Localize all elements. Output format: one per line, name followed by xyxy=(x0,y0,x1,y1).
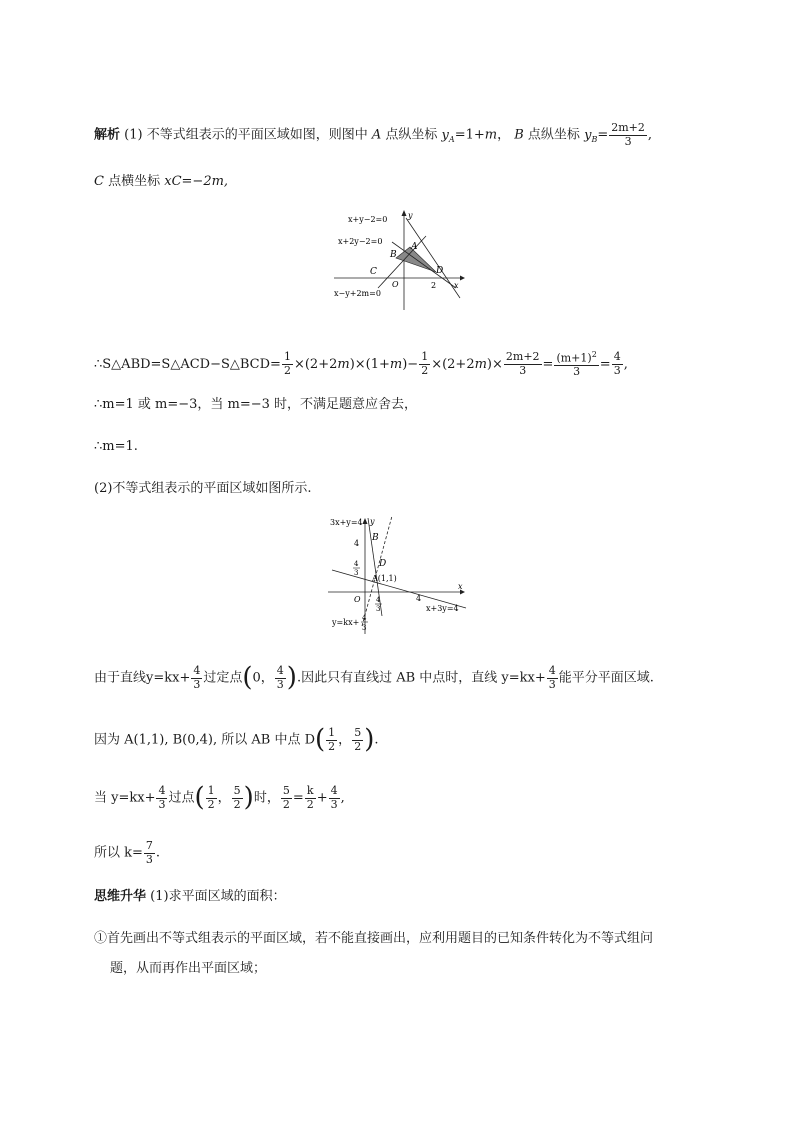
svg-text:4: 4 xyxy=(362,614,367,622)
part2-line1: 由于直线y=kx+ $\frac{4}{3}$ 过定点(0， $\frac{4}{3}$ ).因此只有直线过 AB 中点时，直线 y=kx+ $\frac{4}{3}$ 能平分平面区域. xyxy=(94,662,654,693)
svg-text:y: y xyxy=(370,517,375,526)
svg-text:B: B xyxy=(372,533,379,543)
part2-line2: 因为 A(1,1), B(0,4), 所以 AB 中点 D( $\frac{1}{2}$ ， $\frac{5}{2}$ ). xyxy=(94,724,379,755)
svg-text:4: 4 xyxy=(354,539,360,548)
svg-text:x: x xyxy=(458,582,463,591)
svg-text:O: O xyxy=(392,280,399,289)
analysis-label: 解析 xyxy=(94,127,121,143)
part2-line3: 当 y=kx+ $\frac{4}{3}$ 过点( $\frac{1}{2}$ ， $\frac{5}{2}$ )时， $\frac{5}{2}$ = $\frac{k}{2}$ + $\frac{4}{3}$ , xyxy=(94,782,345,813)
svg-text:D: D xyxy=(379,559,387,569)
summary-label: 思维升华 xyxy=(94,889,147,904)
svg-text:x: x xyxy=(454,281,459,290)
summary-line xyxy=(94,890,286,903)
fig2-label-l3: y=kx+ xyxy=(332,618,360,627)
svg-text:2: 2 xyxy=(431,281,437,290)
part1-line1: 解析 (1) 不等式组表示的平面区域如图，则图中 A 点纵坐标 $y_A=1+m$， B 点纵坐标 $y_B=$ $\frac{2m+2}{3}$ , xyxy=(94,121,653,148)
fig1-label-l2: x+2y−2=0 xyxy=(338,237,383,246)
svg-text:3: 3 xyxy=(376,605,381,613)
xc-value: xC=−2m, xyxy=(164,174,229,189)
svg-text:4: 4 xyxy=(376,596,381,604)
svg-text:D: D xyxy=(436,266,444,276)
summary-item1-b: 题，从而再作出平面区域； xyxy=(110,961,267,976)
svg-text:3: 3 xyxy=(354,569,359,577)
summary-heading: (1)求平面区域的面积： xyxy=(150,889,286,904)
area-line: ∴S△ABD=S△ACD−S△BCD= $\frac{1}{2}$ ×(2+2m)×(1+m)− $\frac{1}{2}$ ×(2+2m)× $\frac{2m+2}{3}$ = $\frac{(m+1)^2}{3}$ = $\frac{4}{3}$ , xyxy=(94,350,628,379)
svg-text:A: A xyxy=(411,242,418,252)
svg-text:C: C xyxy=(370,267,377,277)
svg-text:y: y xyxy=(408,211,413,220)
roots-line: ∴m=1 或 m=−3，当 m=−3 时，不满足题意应舍去， xyxy=(94,397,418,412)
part2-line4: 所以 k= $\frac{7}{3}$ . xyxy=(94,839,161,866)
svg-text:O: O xyxy=(354,595,361,604)
fig1-label-l3: x−y+2m=0 xyxy=(334,289,381,298)
fig1-label-l1: x+y−2=0 xyxy=(348,215,388,224)
part1-intro: (1) 不等式组表示的平面区域如图，则图中 xyxy=(124,127,368,143)
answer-line: ∴m=1. xyxy=(94,439,138,454)
fig2-label-l1: 3x+y=4 xyxy=(330,518,363,527)
svg-text:A(1,1): A(1,1) xyxy=(372,574,397,583)
figure-1 xyxy=(330,206,470,314)
summary-item1-a: ①首先画出不等式组表示的平面区域，若不能直接画出，应利用题目的已知条件转化为不等式组问 xyxy=(94,931,654,946)
part2-intro: (2)不等式组表示的平面区域如图所示. xyxy=(94,481,312,496)
svg-text:4: 4 xyxy=(354,560,359,568)
svg-text:4: 4 xyxy=(416,594,422,603)
part1-line2: C 点横坐标 xC=−2m, xyxy=(94,174,229,189)
frac-2m2-3: $\frac{2m+2}{3}$ xyxy=(611,121,645,148)
fig2-label-l2: x+3y=4 xyxy=(426,604,459,613)
figure-2 xyxy=(328,512,478,636)
svg-text:B: B xyxy=(390,250,397,260)
svg-text:3: 3 xyxy=(362,624,367,632)
